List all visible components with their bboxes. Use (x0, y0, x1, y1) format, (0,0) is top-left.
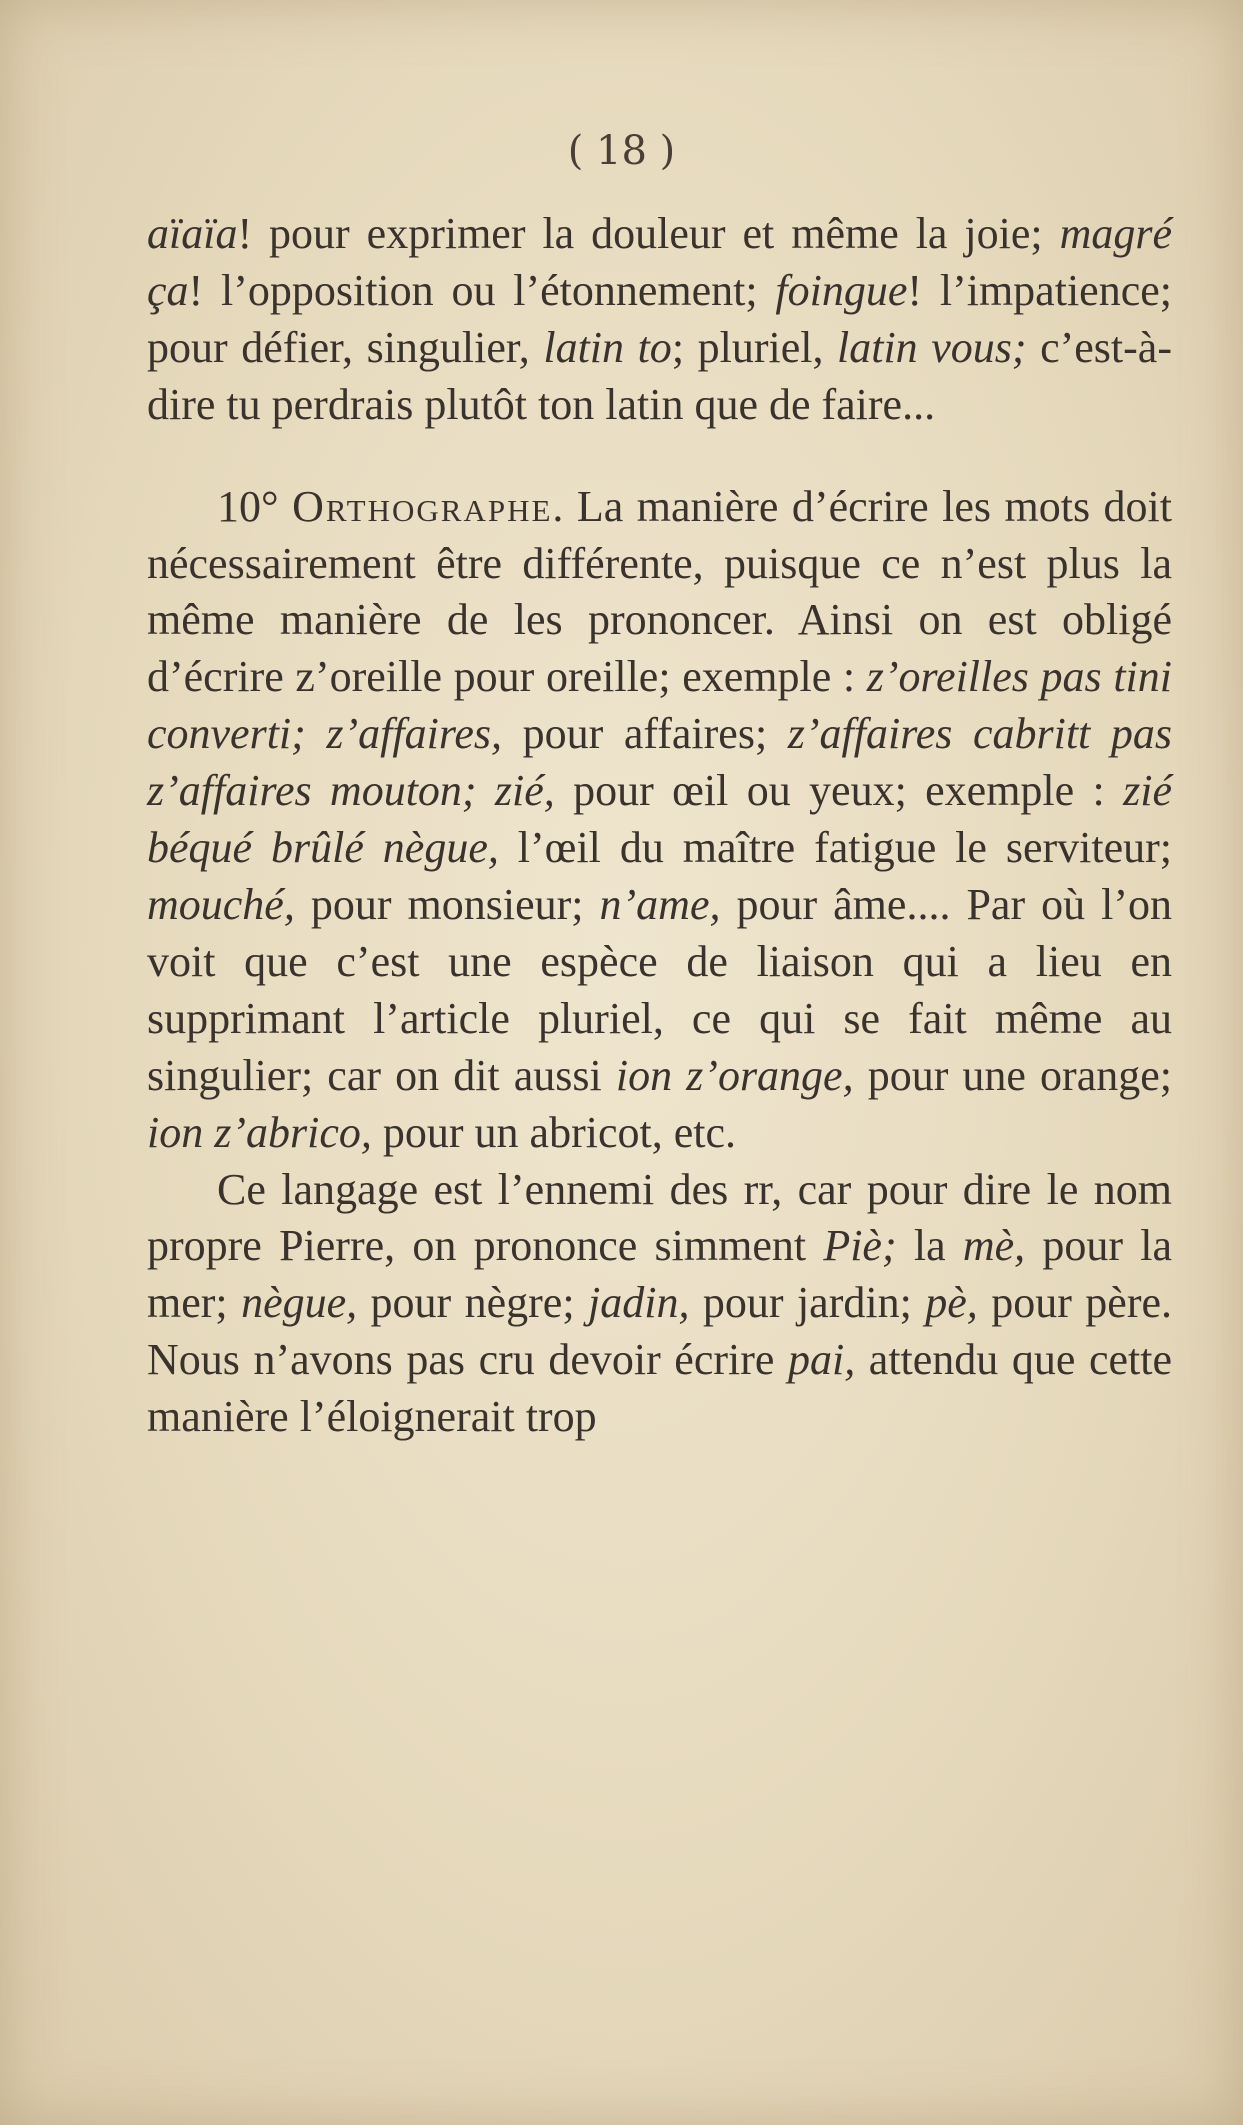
paragraph-interjections (147, 206, 1172, 434)
text-run: pour un abricot, etc. (371, 1107, 736, 1157)
text-run: la (896, 1221, 963, 1271)
text-run: l’œil du maître fatigue le serviteur; (498, 823, 1172, 873)
page-number: ( 18 ) (567, 128, 676, 174)
text-run: ! l’opposition ou l’étonnement; (188, 265, 776, 315)
italic-text: ion z’orange, (615, 1050, 854, 1100)
italic-text: latin vous; (837, 322, 1027, 372)
text-run: pour jardin; (689, 1278, 926, 1328)
text-run: c’est-à-dire tu perdrais plutôt ton latin que de faire... (147, 322, 1172, 429)
text-run: ! pour exprimer la douleur et même la joie; (237, 209, 1060, 258)
text-run: pour une orange; (853, 1050, 1172, 1100)
text-run: pour la mer; (147, 1221, 1173, 1328)
body-text (147, 206, 1172, 1446)
paragraph-orthographe (147, 479, 1172, 1162)
text-run: pour affaires; (502, 709, 788, 759)
italic-text: pè, (925, 1278, 978, 1328)
italic-text: zié béqué brûlé nègue, (147, 766, 1172, 873)
italic-text: pai, (787, 1335, 856, 1385)
italic-text: mouché, (147, 879, 295, 929)
italic-text: Piè; (823, 1221, 897, 1271)
text-run: . La manière d’écrire les mots doit nécessairement être différente, puisque ce n’est plus la même manière de les prononcer. Ainsi on est obligé d’écrire z’oreille pour oreille; exemple : (147, 481, 1172, 702)
text-run: pour père. Nous n’avons pas cru devoir écrire (147, 1278, 1172, 1385)
section-heading: Orthographe (292, 481, 553, 531)
italic-text: nègue, (241, 1278, 358, 1328)
italic-text: latin to (543, 322, 672, 372)
italic-text: z’oreilles pas tini converti; z’affaires, (147, 652, 1173, 759)
italic-text: mè, (962, 1221, 1026, 1271)
text-run: Ce langage est l’ennemi des rr, car pour dire le nom propre Pierre, on prononce simment (147, 1164, 1172, 1271)
italic-text: magré ça (147, 209, 1172, 315)
italic-text: aïaïa (147, 209, 238, 258)
text-run: pour âme.... Par où l’on voit que c’est une espèce de liaison qui a lieu en supprimant l’article pluriel, ce qui se fait même au singulier; car on dit aussi (147, 879, 1172, 1100)
italic-text: ion z’abrico, (147, 1107, 372, 1157)
paragraph-pronunciation (147, 1162, 1172, 1447)
text-run: 10° (217, 481, 293, 531)
text-run: pour monsieur; (294, 879, 600, 929)
text-run: ! l’impatience; pour défier, singulier, (147, 265, 1172, 372)
italic-text: foingue (775, 265, 908, 315)
italic-text: z’affaires cabritt pas z’affaires mouton; zié, (147, 709, 1172, 816)
text-run: pour œil ou yeux; exemple : (554, 766, 1124, 816)
text-run: attendu que cette manière l’éloignerait trop (147, 1335, 1173, 1442)
text-run: ; pluriel, (671, 322, 837, 372)
text-run: pour nègre; (357, 1278, 588, 1328)
italic-text: n’ame, (599, 879, 721, 929)
italic-text: jadin, (588, 1278, 690, 1328)
